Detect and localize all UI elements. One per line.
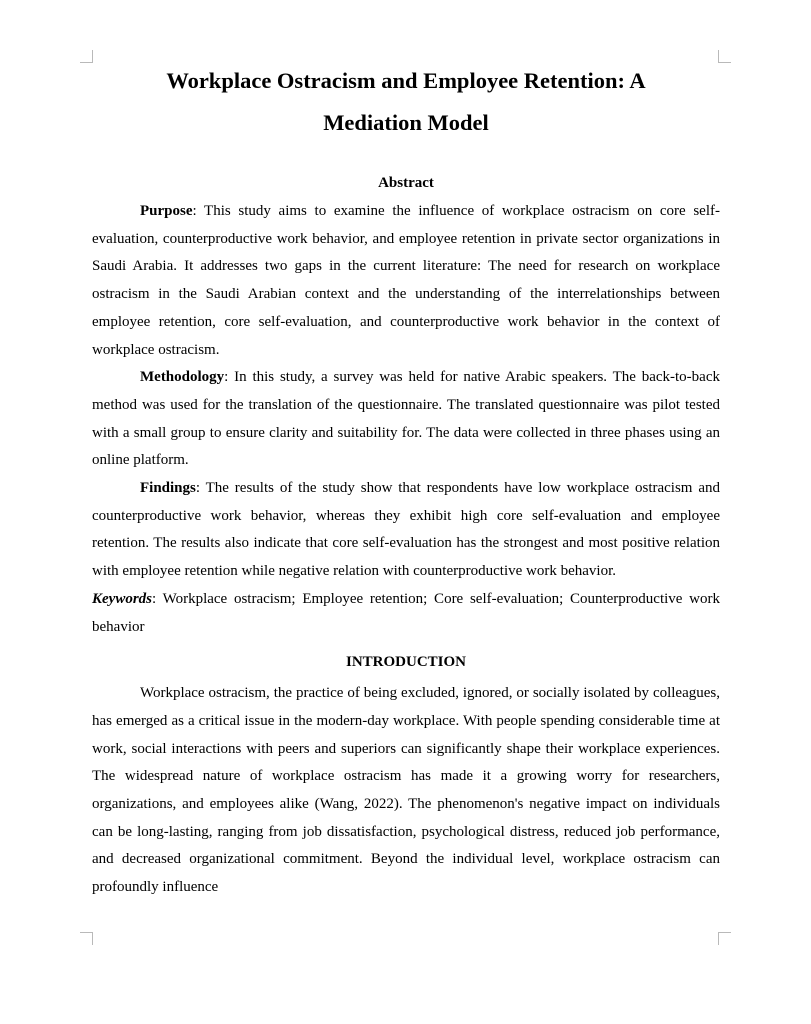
introduction-paragraph: Workplace ostracism, the practice of being excluded, ignored, or socially isolated by colleagues, has emerged as a critical issue in the modern-day workplace. With people spending considerable time at work, social interactions with peers and superiors can significantly shape their workplace experiences. The widespread nature of workplace ostracism has made it a growing worry for researchers, organizations, and employees alike (Wang, 2022). The phenomenon's negative impact on individuals can be long-lasting, ranging from job dissatisfaction, psychological distress, reduced job performance, and decreased organizational commitment. Beyond the individual level, workplace ostracism can profoundly influence: [92, 685, 720, 896]
purpose-label: Purpose: [140, 203, 193, 219]
findings-text: : The results of the study show that respondents have low workplace ostracism and counterproductive work behavior, whereas they exhibit high core self-evaluation and employee retention. The results also indicate that core self-evaluation has the strongest and most positive relation with employee retention while negative relation with counterproductive work behavior.: [92, 480, 720, 580]
paper-title: [92, 60, 720, 144]
methodology-paragraph: [92, 364, 720, 475]
introduction-heading: INTRODUCTION: [345, 654, 466, 671]
findings-label: Findings: [140, 480, 196, 497]
title-line-2: Mediation Model: [323, 110, 489, 135]
purpose-paragraph: [92, 198, 720, 364]
methodology-text: : In this study, a survey was held for native Arabic speakers. The back-to-back method was used for the translation of the questionnaire. The translated questionnaire was pilot tested with a small group to ensure clarity and suitability for. The data were collected in three phases using an online platform.: [92, 369, 720, 469]
title-line-1: Workplace Ostracism and Employee Retention: A: [166, 68, 646, 93]
keywords-label: Keywords: [92, 590, 152, 607]
purpose-text: : This study aims to examine the influence of workplace ostracism on core self-evaluation, counterproductive work behavior, and employee retention in private sector organizations in Saudi Arabia. It addresses two gaps in the current literature: The need for research on workplace ostracism in the Saudi Arabian context and the understanding of the interrelationships between employee retention, core self-evaluation, and counterproductive work behavior in the context of workplace ostracism.: [92, 203, 720, 358]
page-corner-mark-bottom-right: [718, 932, 731, 945]
keywords-text: : Workplace ostracism; Employee retention; Core self-evaluation; Counterproductive work behavior: [92, 590, 720, 635]
keywords-paragraph: [92, 586, 720, 641]
document-page: [92, 60, 720, 902]
findings-paragraph: [92, 475, 720, 586]
methodology-label: Methodology: [140, 369, 225, 386]
abstract-heading: Abstract: [378, 175, 434, 191]
page-corner-mark-bottom-left: [80, 932, 93, 945]
